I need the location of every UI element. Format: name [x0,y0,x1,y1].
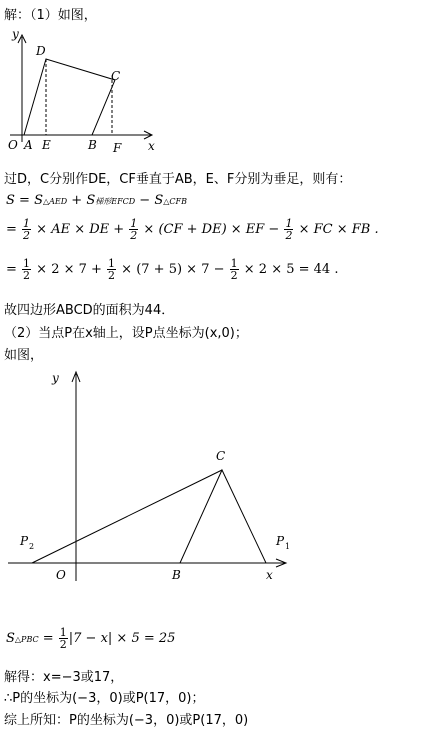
eq2-term2: × (CF + DE) × EF − [139,222,284,237]
figure2-label-x: x [266,568,273,582]
eq3-term1: × 2 × 7 + [32,262,107,277]
part1-intro: 解：（1）如图， [4,8,97,23]
figure2-label-b: B [172,568,181,582]
eq2-term1: × AE × DE + [32,222,129,237]
formula-area-decomposition [6,193,187,208]
part2-intro: （2）当点P在x轴上，设P点坐标为(x,0)； [4,326,248,341]
eq2-frac1: $\frac{1}{2}$ [23,217,31,242]
eq2-term3: × FC × FB . [294,222,379,237]
eq3-eq: = [6,262,22,277]
area-eq-frac: $\frac{1}{2}$ [59,626,67,651]
figure1-quadrilateral [0,22,170,157]
area-eq-s: S [6,631,15,646]
eq3-frac2: $\frac{1}{2}$ [108,257,116,282]
figure2-label-p1-sub: 1 [285,542,291,551]
area-eq-eq: = [38,631,58,646]
figure1-label-d: D [36,44,46,58]
part2-as-shown: 如图， [4,348,44,363]
figure1-label-y: y [12,27,19,41]
figure1-label-c: C [111,69,121,83]
eq3-frac1: $\frac{1}{2}$ [23,257,31,282]
figure2-label-o: O [56,568,66,582]
figure2-line-p2c [32,470,222,563]
figure2-label-y: y [52,371,59,385]
figure1-label-x: x [148,139,155,153]
figure2-label-p2-sub: 2 [29,542,35,551]
area-equation [6,627,175,650]
formula-s: S = S [6,193,43,208]
eq2-frac2: $\frac{1}{2}$ [130,217,138,242]
figure1-label-e: E [42,138,51,152]
figure1-label-o: O [8,138,18,152]
eq3-term2: × (7 + 5) × 7 − [117,262,229,277]
figure1-label-b: B [88,138,97,152]
therefore-line: ∴P的坐标为(−3，0)或P(17，0)； [4,691,205,706]
figure1-label-f: F [113,141,122,155]
formula-expanded [6,218,379,241]
eq3-term3: × 2 × 5 = 44 . [239,262,339,277]
formula-numeric [6,258,338,281]
area-eq-sub: △PBC [14,635,39,644]
formula-minus: − S [135,193,164,208]
conclusion-part1: 故四边形ABCD的面积为44． [4,303,175,318]
formula-sub-trap: 梯形EFCD [95,197,136,206]
figure2-label-c: C [216,449,226,463]
eq2-eq: = [6,222,22,237]
area-eq-tail: |7 − x| × 5 = 25 [68,631,176,646]
formula-plus: + S [67,193,96,208]
formula-sub-cfb: △CFB [163,197,187,206]
solve-line: 解得：x=−3或17， [4,670,124,685]
eq2-frac3: $\frac{1}{2}$ [285,217,293,242]
figure2-label-p1: P [276,534,285,548]
summary-line: 综上所知：P的坐标为(−3，0)或P(17，0) [4,713,249,728]
formula-sub-aed: △AED [42,197,68,206]
figure2-label-p2: P [20,534,29,548]
figure1-quad-abcd [24,59,115,135]
figure2-triangle [0,366,300,591]
eq3-frac3: $\frac{1}{2}$ [230,257,238,282]
construction-sentence: 过D，C分别作DE，CF垂直于AB，E、F分别为垂足，则有： [4,172,352,187]
figure1-label-a: A [24,138,33,152]
